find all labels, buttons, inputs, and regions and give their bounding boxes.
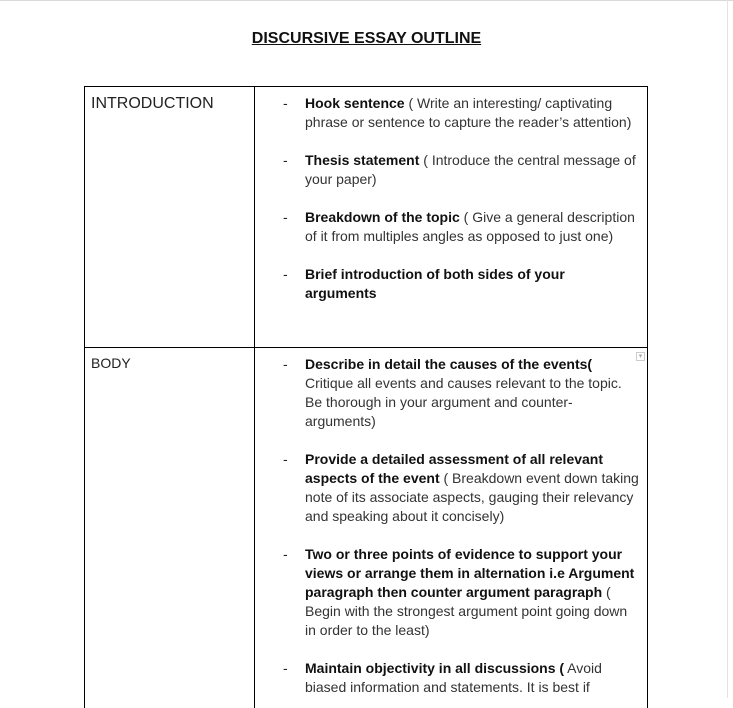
item-bold: Two or three points of evidence to support your views or arrange them in alternation i.e Argument paragraph then counter argument paragraph	[305, 546, 635, 600]
item-detail: Critique all events and causes relevant to the topic. Be thorough in your argument and counter-arguments)	[305, 375, 622, 429]
item-bold: Provide a detailed assessment of all relevant aspects of the event	[305, 451, 604, 486]
item-detail: ( Begin with the strongest argument point going down in order to the least)	[305, 584, 628, 638]
bullet-dash: -	[283, 152, 288, 168]
list-item[interactable]	[255, 659, 647, 697]
item-text	[305, 94, 640, 132]
table-row-introduction	[85, 87, 647, 348]
list-item[interactable]	[255, 545, 647, 640]
section-cell	[85, 87, 255, 347]
item-bold: Brief introduction of both sides of your arguments	[305, 266, 565, 301]
item-bold: Maintain objectivity in all discussions (	[305, 660, 565, 676]
list-item[interactable]	[255, 265, 647, 303]
top-border	[0, 0, 733, 1]
item-text	[305, 265, 640, 303]
list-item[interactable]	[255, 208, 647, 246]
list-item[interactable]	[255, 151, 647, 189]
item-bold: Thesis statement	[305, 152, 420, 168]
bullet-dash: -	[283, 266, 288, 282]
bullet-dash: -	[283, 356, 288, 372]
item-text	[305, 659, 640, 697]
list-item[interactable]	[255, 94, 647, 132]
page-edge	[727, 0, 728, 698]
item-text	[305, 208, 640, 246]
list-item[interactable]	[255, 450, 647, 526]
bullet-dash: -	[283, 660, 288, 676]
item-bold: Hook sentence	[305, 95, 405, 111]
item-text	[305, 355, 640, 431]
content-cell[interactable]	[255, 87, 647, 347]
item-detail: ( Write an interesting/ captivating phrase or sentence to capture the reader’s attention)	[305, 95, 632, 130]
content-cell[interactable]	[255, 348, 647, 708]
chevron-down-icon[interactable]: ▾	[636, 352, 645, 361]
page-title: DISCURSIVE ESSAY OUTLINE	[251, 30, 482, 47]
item-text	[305, 450, 640, 526]
item-text	[305, 545, 640, 640]
item-detail: ( Introduce the central message of your paper)	[305, 152, 636, 187]
section-label[interactable]: INTRODUCTION	[91, 95, 214, 112]
bullet-dash: -	[283, 209, 288, 225]
bullet-dash: -	[283, 546, 288, 562]
bullet-dash: -	[283, 95, 288, 111]
bullet-dash: -	[283, 451, 288, 467]
list-item[interactable]	[255, 355, 647, 431]
item-detail: Avoid biased information and statements. It is best if	[305, 660, 602, 695]
item-detail: ( Breakdown event down taking note of its associate aspects, gauging their relevancy and speaking about it concisely)	[305, 470, 639, 524]
section-cell	[85, 348, 255, 708]
item-bold: Describe in detail the causes of the events(	[305, 356, 593, 372]
section-label[interactable]: BODY	[91, 355, 131, 371]
outline-table	[84, 86, 648, 708]
item-detail: ( Give a general description of it from multiples angles as opposed to just one)	[305, 209, 635, 244]
item-bold: Breakdown of the topic	[305, 209, 460, 225]
table-row-body	[85, 348, 647, 708]
item-text	[305, 151, 640, 189]
